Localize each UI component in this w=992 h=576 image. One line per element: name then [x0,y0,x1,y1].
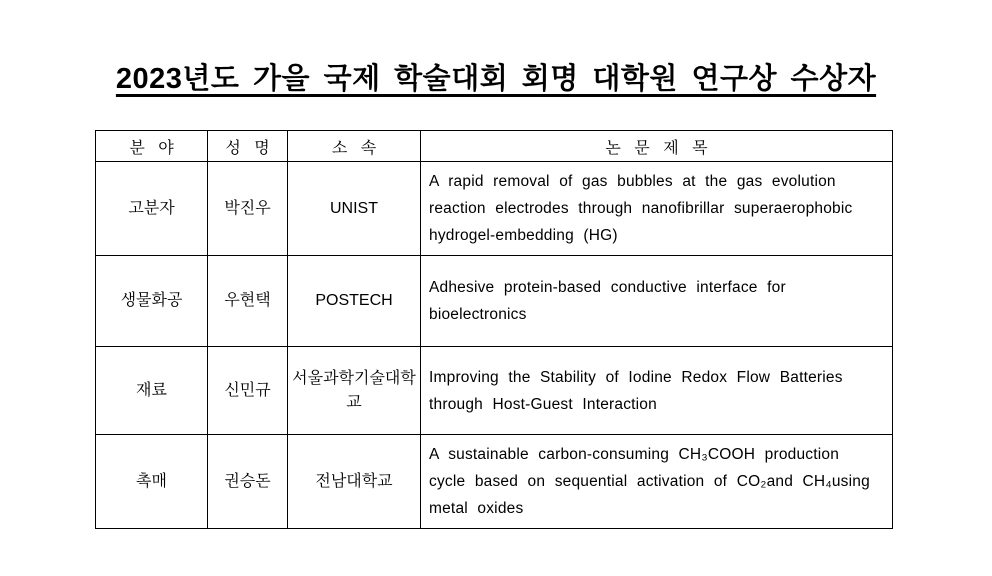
awards-table [95,130,893,529]
table-row [96,435,893,529]
table-row [96,347,893,435]
column-header-paper-title: 논 문 제 목 [421,131,893,162]
table-row [96,162,893,256]
name-cell: 우현택 [208,256,288,347]
affiliation-cell: 전남대학교 [288,435,421,529]
name-cell: 신민규 [208,347,288,435]
name-cell: 박진우 [208,162,288,256]
field-cell: 고분자 [96,162,208,256]
paper-title-cell: A sustainable carbon-consuming CH₃COOH production cycle based on sequential activation of CO₂and CH₄using metal oxides [421,435,893,529]
column-header-field: 분 야 [96,131,208,162]
paper-title-cell: A rapid removal of gas bubbles at the gas evolution reaction electrodes through nanofibrillar superaerophobic hydrogel-embedding (HG) [421,162,893,256]
field-cell: 생물화공 [96,256,208,347]
paper-title-cell: Improving the Stability of Iodine Redox Flow Batteries through Host-Guest Interaction [421,347,893,435]
column-header-name: 성 명 [208,131,288,162]
name-cell: 권승돈 [208,435,288,529]
field-cell: 재료 [96,347,208,435]
column-header-affiliation: 소 속 [288,131,421,162]
affiliation-cell: 서울과학기술대학교 [288,347,421,435]
table-header-row [96,131,893,162]
affiliation-cell: UNIST [288,162,421,256]
page-title: 2023년도 가을 국제 학술대회 회명 대학원 연구상 수상자 [115,63,877,95]
affiliation-cell: POSTECH [288,256,421,347]
paper-title-cell: Adhesive protein-based conductive interface for bioelectronics [421,256,893,347]
table-row [96,256,893,347]
field-cell: 촉매 [96,435,208,529]
